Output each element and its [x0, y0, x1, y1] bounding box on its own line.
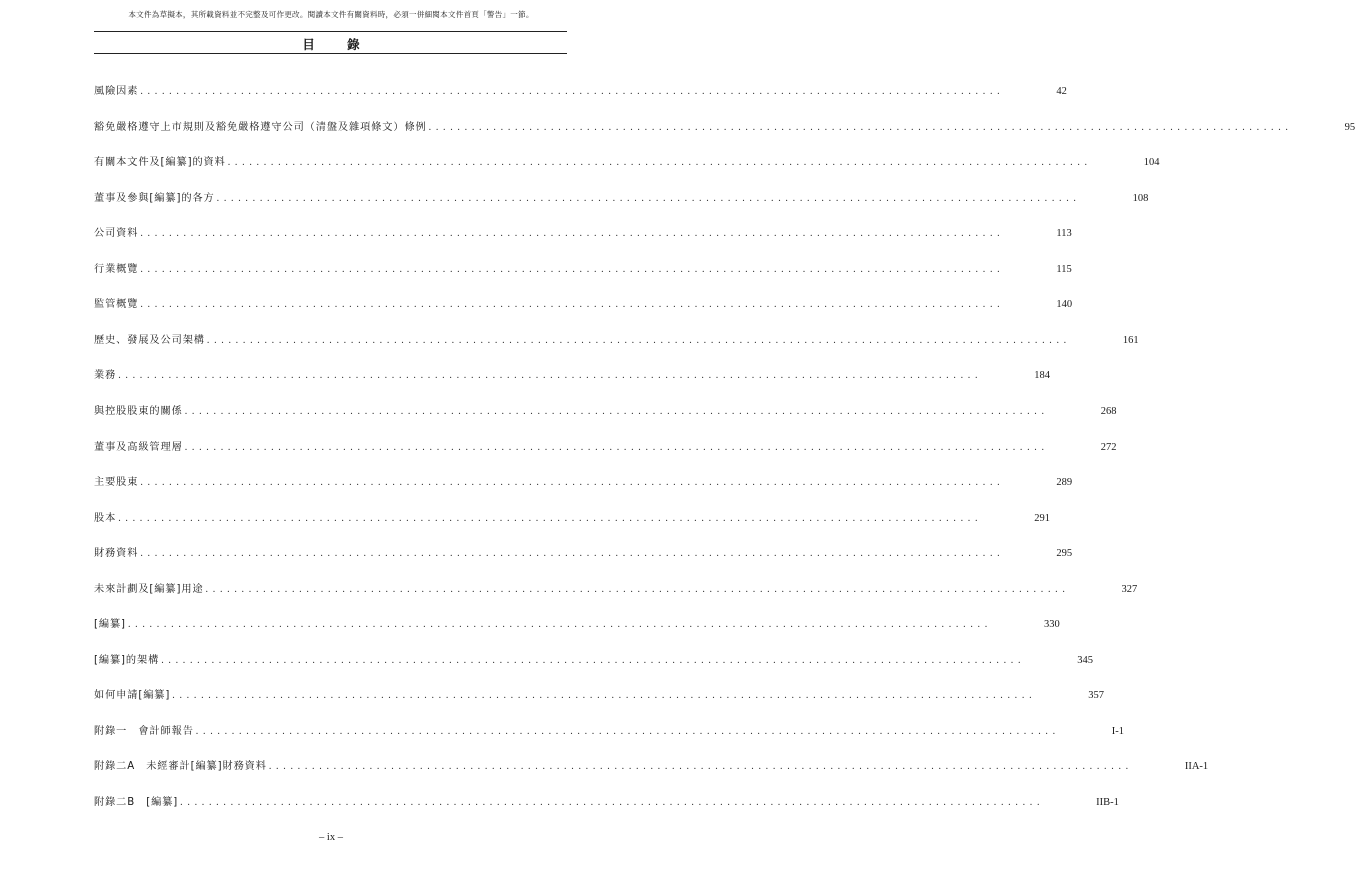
- toc-entry-page: 42: [1056, 86, 1067, 97]
- toc-entry: [94, 615, 1060, 631]
- toc-entry-page: IIA-1: [1184, 761, 1209, 773]
- toc-entry: [94, 189, 1149, 205]
- toc-entry-label: 未來計劃及[編纂]用途: [94, 583, 204, 595]
- toc-entry-label: 董事及高級管理層: [94, 441, 183, 453]
- toc-entry-page: 184: [1034, 370, 1050, 382]
- toc-entry: [94, 757, 1209, 773]
- toc-leader-dots: ........................................................................................................................: [268, 761, 1133, 773]
- toc-entry-label: 如何申請[編纂]: [94, 690, 171, 702]
- toc-entry-page: 268: [1100, 405, 1117, 417]
- toc-entry: [94, 722, 1125, 738]
- toc-entry-page: 108: [1132, 192, 1149, 204]
- toc-entry-page: IIB-1: [1096, 797, 1119, 808]
- toc-entry: [94, 224, 1072, 240]
- toc-entry-label: 風險因素: [94, 86, 139, 97]
- toc-entry-page: 295: [1056, 548, 1073, 560]
- header-rule-top: [94, 31, 567, 32]
- toc-entry-page: 104: [1143, 157, 1160, 169]
- toc-entry-page: 291: [1034, 512, 1050, 524]
- toc-entry-label: 主要股東: [94, 477, 139, 488]
- toc-entry: [94, 544, 1073, 560]
- toc-entry: [94, 473, 1073, 489]
- toc-leader-dots: ........................................................................................................................: [184, 405, 1049, 417]
- toc-entry-label: 有關本文件及[編纂]的資料: [94, 157, 226, 169]
- toc-entry-page: 345: [1077, 654, 1093, 666]
- toc-leader-dots: ........................................................................................................................: [118, 370, 983, 382]
- toc-entry-label: 財務資料: [94, 548, 139, 560]
- toc-leader-dots: ........................................................................................................................: [140, 86, 1005, 97]
- toc-entry-page: I-1: [1111, 725, 1125, 737]
- toc-leader-dots: ........................................................................................................................: [140, 263, 1005, 275]
- toc-leader-dots: ........................................................................................................................: [184, 441, 1049, 453]
- toc-entry: [94, 118, 1355, 134]
- toc-entry-label: 行業概覽: [94, 263, 139, 275]
- toc-entry-label: 附錄一 會計師報告: [94, 725, 194, 737]
- toc-entry: [94, 686, 1105, 702]
- toc-entry-page: 357: [1088, 690, 1105, 702]
- toc-entry-label: 豁免嚴格遵守上市規則及豁免嚴格遵守公司（清盤及雜項條文）條例: [94, 121, 427, 133]
- toc-entry-page: 272: [1100, 441, 1117, 453]
- toc-entry: [94, 153, 1160, 169]
- toc-entry-page: 95: [1344, 121, 1355, 133]
- toc-entry-page: 161: [1122, 334, 1139, 346]
- toc-leader-dots: ........................................................................................................................: [428, 121, 1293, 133]
- toc-entry-label: [編纂]: [94, 619, 126, 631]
- toc-leader-dots: ........................................................................................................................: [127, 619, 992, 631]
- toc-entry-label: 公司資料: [94, 228, 139, 240]
- toc-entry-page: 113: [1056, 228, 1072, 240]
- toc-entry-label: 歷史、發展及公司架構: [94, 334, 205, 346]
- toc-entry: [94, 295, 1073, 311]
- toc-leader-dots: ........................................................................................................................: [161, 654, 1026, 666]
- toc-entry-label: 業務: [94, 370, 117, 382]
- toc-entry-label: 附錄二B [編纂]: [94, 797, 179, 808]
- toc-entry: [94, 509, 1050, 525]
- toc-leader-dots: ........................................................................................................................: [140, 548, 1005, 560]
- toc-entry-page: 330: [1043, 619, 1060, 631]
- toc-entry: [94, 402, 1117, 418]
- toc-entry-page: 140: [1056, 299, 1073, 311]
- header-rule-bottom: [94, 53, 567, 54]
- toc-entry-label: 董事及參與[編纂]的各方: [94, 192, 215, 204]
- toc-leader-dots: ........................................................................................................................: [205, 583, 1070, 595]
- toc-leader-dots: ........................................................................................................................: [206, 334, 1071, 346]
- toc-leader-dots: ........................................................................................................................: [227, 157, 1092, 169]
- page-title: 目 錄: [302, 37, 374, 52]
- toc-entry: [94, 331, 1139, 347]
- toc-entry: [94, 82, 1067, 98]
- toc-entry: [94, 793, 1119, 809]
- toc-leader-dots: ........................................................................................................................: [195, 725, 1060, 737]
- toc-entry-label: 股本: [94, 512, 117, 524]
- toc-leader-dots: ........................................................................................................................: [140, 299, 1005, 311]
- toc-leader-dots: ........................................................................................................................: [140, 228, 1005, 240]
- toc-leader-dots: ........................................................................................................................: [180, 797, 1045, 808]
- toc-entry: [94, 580, 1138, 596]
- toc-leader-dots: ........................................................................................................................: [118, 512, 983, 524]
- toc-entry-label: 附錄二A 未經審計[編纂]財務資料: [94, 761, 267, 773]
- toc-entry-page: 289: [1056, 477, 1073, 488]
- toc-entry: [94, 438, 1117, 454]
- toc-entry-label: 與控股股東的關係: [94, 405, 183, 417]
- toc-leader-dots: ........................................................................................................................: [216, 192, 1081, 204]
- toc-leader-dots: ........................................................................................................................: [140, 477, 1005, 488]
- toc-entry: [94, 651, 1093, 667]
- toc-entry: [94, 366, 1050, 382]
- toc-entry-label: [編纂]的架構: [94, 654, 160, 666]
- toc-entry-label: 監管概覽: [94, 299, 139, 311]
- page-number: – ix –: [319, 832, 343, 843]
- toc-entry: [94, 260, 1072, 276]
- toc-leader-dots: ........................................................................................................................: [172, 690, 1037, 702]
- toc-entry-page: 115: [1056, 263, 1072, 275]
- toc-entry-page: 327: [1121, 583, 1138, 595]
- draft-notice: 本文件為草擬本，其所載資料並不完整及可作更改。閱讀本文件有關資料時，必須一併細閱本文件首頁「警告」一節。: [128, 10, 534, 19]
